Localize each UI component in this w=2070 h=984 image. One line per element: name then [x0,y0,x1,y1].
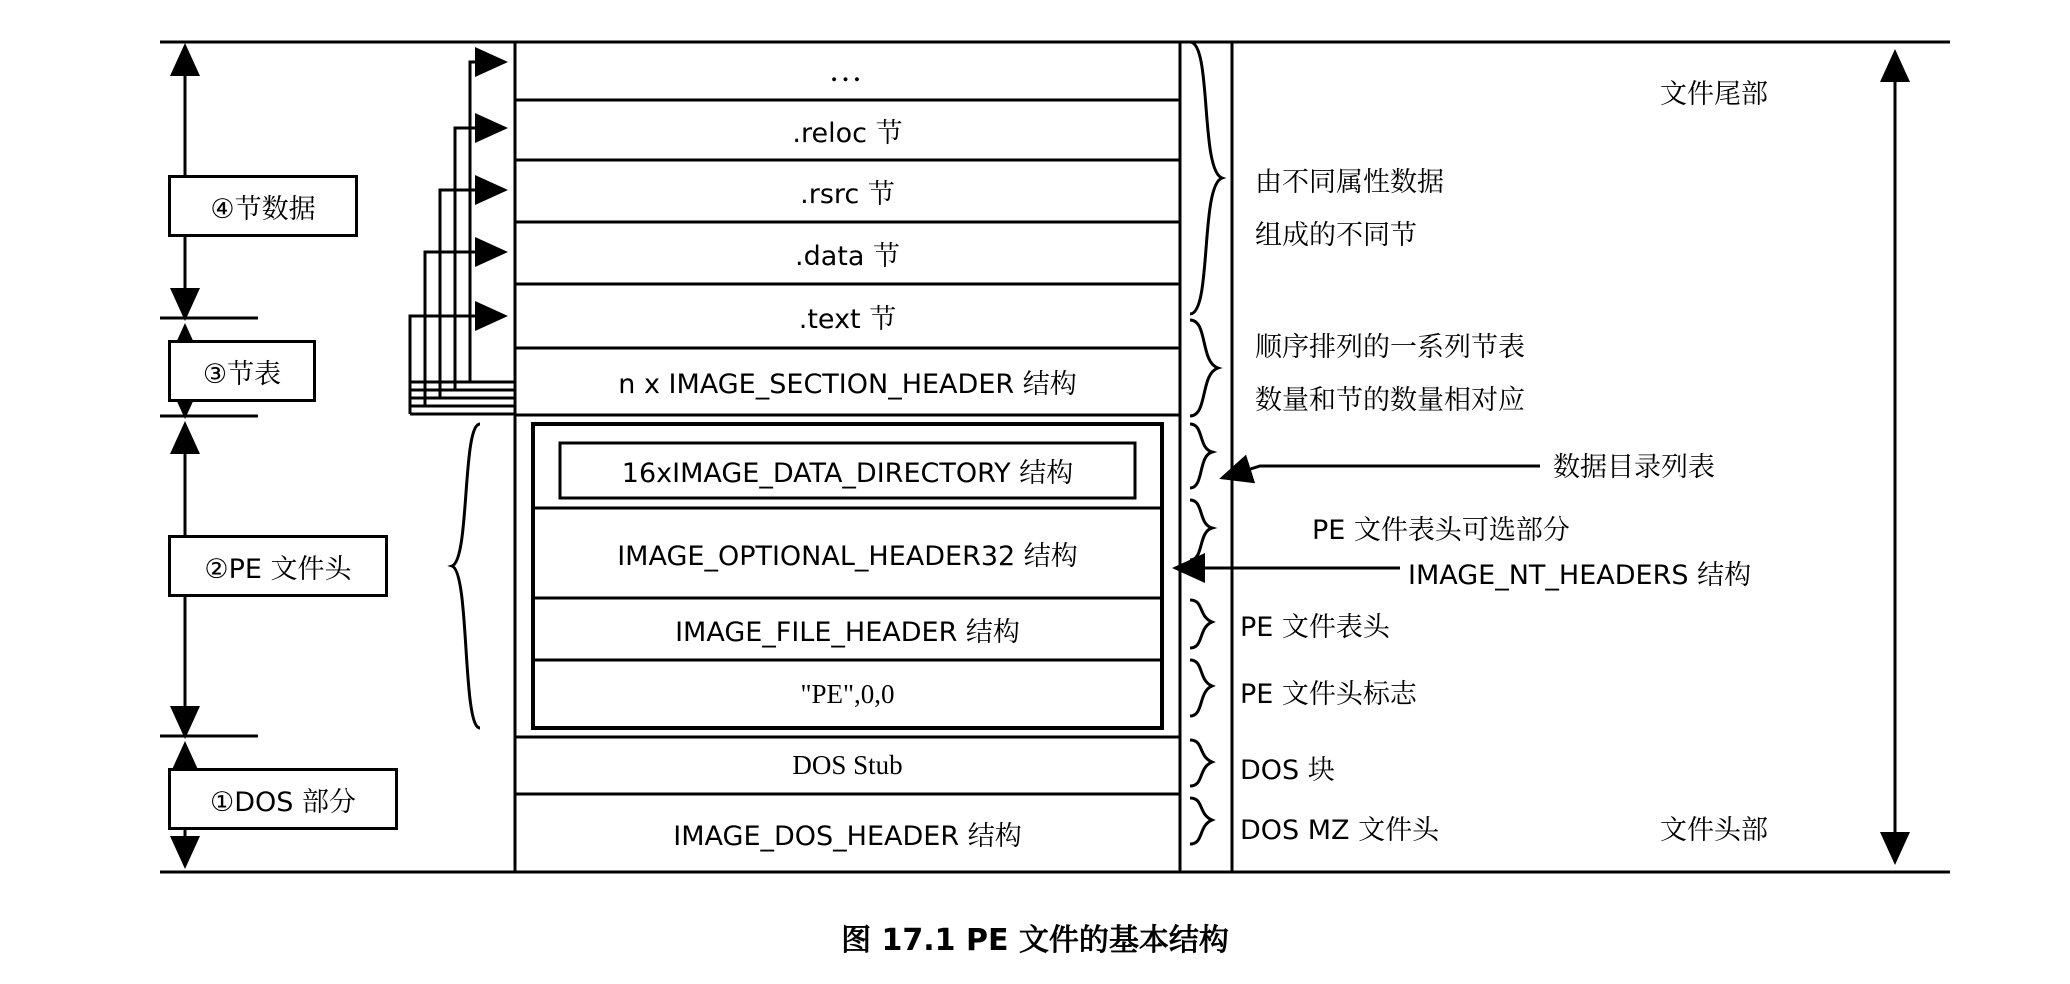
annotation-text: PE 文件头标志 [1240,679,1417,710]
block-label: DOS Stub [792,750,903,780]
annotation-section-table-desc-line1 [1255,325,1525,364]
block-label: "PE",0,0 [800,678,895,709]
annotation-sections-desc-line2 [1255,213,1417,252]
block-label: … [828,52,867,89]
block-dos-stub [515,737,1180,794]
block-label: 16xIMAGE_DATA_DIRECTORY 结构 [621,458,1074,489]
block-pe-signature [533,660,1162,728]
stage-box-pe-header [168,535,388,597]
block-label: n x IMAGE_SECTION_HEADER 结构 [618,369,1077,400]
block-label: IMAGE_FILE_HEADER 结构 [675,616,1020,648]
annotation-nt-headers-callout [1408,553,1751,592]
annotation-text: 组成的不同节 [1255,220,1417,251]
block-reloc-section [515,100,1180,160]
block-section-headers [515,348,1180,415]
section-table-connectors [410,62,515,414]
caption-text: 图 17.1 PE 文件的基本结构 [841,923,1229,958]
annotation-data-directory-callout [1553,445,1715,484]
annotation-sections-desc-line1 [1255,160,1444,199]
block-label: .reloc 节 [792,117,903,149]
annotation-text: 数据目录列表 [1553,452,1715,483]
stage-box-section-data [168,175,358,237]
annotation-file-header-note [1240,605,1390,644]
block-label: .text 节 [798,303,897,335]
annotation-text: 由不同属性数据 [1255,167,1444,198]
annotation-text: DOS MZ 文件头 [1240,815,1440,846]
block-dos-header [515,794,1180,872]
block-data-section [515,222,1180,284]
block-label: IMAGE_DOS_HEADER 结构 [673,820,1022,852]
annotation-text: 数量和节的数量相对应 [1255,385,1525,416]
block-optional-header [533,508,1162,598]
annotation-optional-header-note [1312,508,1570,547]
annotation-text: IMAGE_NT_HEADERS 结构 [1408,560,1752,591]
block-label: IMAGE_OPTIONAL_HEADER32 结构 [617,540,1078,572]
stage-label: ②PE 文件头 [204,553,352,585]
block-data-directory [560,443,1135,498]
block-file-header [533,598,1162,660]
block-text-section [515,284,1180,348]
file-tail-label [1660,72,1768,111]
stage-label: ④节数据 [210,193,316,225]
annotation-text: PE 文件表头 [1240,612,1390,643]
annotation-text: DOS 块 [1240,755,1335,786]
annotation-text: 顺序排列的一系列节表 [1255,332,1525,363]
block-label: .rsrc 节 [800,178,895,210]
annotation-dos-header-note [1240,808,1439,847]
annotation-section-table-desc-line2 [1255,378,1525,417]
block-label: .data 节 [795,240,900,272]
block-rsrc-section [515,160,1180,222]
stage-label: ③节表 [202,358,282,390]
label-text: 文件尾部 [1660,79,1768,110]
stage-extent-arrows [160,46,258,866]
annotation-pe-signature-note [1240,672,1417,711]
stage-label: ①DOS 部分 [210,786,356,818]
stage-box-section-table [168,340,316,402]
annotation-text: PE 文件表头可选部分 [1312,515,1570,546]
block-ellipsis [515,42,1180,100]
label-text: 文件头部 [1660,815,1768,846]
annotation-dos-stub-note [1240,748,1335,787]
stage-box-dos-part [168,768,398,830]
pe-header-brace [452,424,480,728]
figure-caption [841,915,1229,959]
right-braces [1190,42,1222,844]
file-head-label [1660,808,1768,847]
